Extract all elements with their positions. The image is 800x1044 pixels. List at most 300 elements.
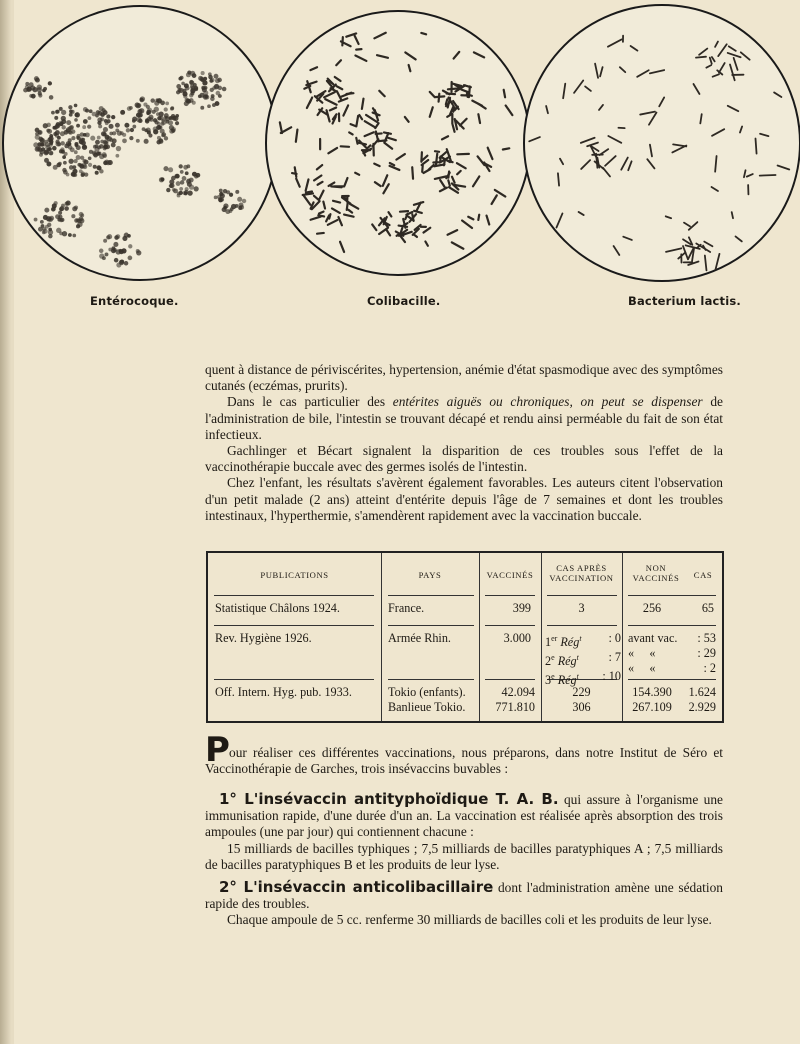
header-pays: PAYS [418,570,442,580]
coccus [132,119,136,123]
bacillus [503,148,509,149]
coccus [43,87,47,91]
non-line-1: avant vac. : 53 [628,631,716,645]
coccus [36,146,41,151]
coccus [216,91,221,96]
item1-text: qui assure à l'organisme une immunisation rapide, d'une durée d'un an. La vaccination est réalisée après absorption des trois ampoules (une par jour) qui contiennent chacune : [205,792,723,840]
coccus [192,73,197,78]
coccus [83,119,88,124]
coccus [142,127,146,131]
coccus [48,230,53,235]
coccus [214,195,218,199]
coccus [176,181,181,186]
bacillus [378,140,386,141]
coccus [61,125,65,129]
coccus [108,160,113,165]
coccus [63,161,67,165]
coccus [168,167,173,172]
coccus [79,169,83,173]
coccus [59,121,64,126]
coccus [57,136,61,140]
coccus [102,152,107,157]
coccus [74,150,78,154]
coccus [55,110,59,114]
coccus [61,110,66,115]
drop-cap: P [205,730,230,770]
coccus [169,179,174,184]
coccus [44,158,49,163]
header-cas-apres: CAS APRÈS VACCINATION [549,563,614,583]
regiment-3: 3e Rég$^t$ : 10 [545,669,621,688]
coccus [194,186,199,191]
coccus [116,146,121,151]
coccus [92,151,97,156]
coccus [149,117,153,121]
coccus [113,242,118,247]
row3-vaccines: 42.094 771.810 [495,685,535,714]
coccus [54,116,58,120]
bacillus [435,96,444,97]
vaccination-table [206,551,724,723]
coccus [187,70,191,74]
coccus [152,110,156,114]
row3-cas: 1.624 2.929 [688,685,716,714]
bacillus [448,180,450,185]
paragraph-4: Chez l'enfant, les résultats s'avèrent également favorables. Les auteurs citent l'observation d'un petit malade (2 ans) atteint d'entérite depuis l'âge de 7 semaines et dont les troubles intestinaux, l'hyperthermie, s'amendèrent rapidement avec la vaccination buccale. [205,475,723,523]
coccus [143,103,147,107]
microscope-figures [0,0,800,290]
coccus [182,176,187,181]
coccus [62,231,67,236]
coccus [223,189,227,193]
coccus [64,152,68,156]
caption-bacterium-lactis: Bacterium lactis. [628,294,741,308]
row1-non-vaccines: 256 [642,601,662,615]
coccus [229,193,233,197]
coccus [200,106,204,110]
coccus [210,88,214,92]
coccus [46,216,51,221]
coccus [150,98,154,102]
coccus [154,120,158,124]
coccus [153,127,158,132]
coccus [183,94,187,98]
coccus [183,165,188,170]
bacillus [448,88,459,89]
bacillus [306,191,312,192]
coccus [79,216,84,221]
bacillus [292,173,297,174]
coccus [83,107,88,112]
coccus [164,107,168,111]
coccus [201,71,205,75]
coccus [181,82,185,86]
bacillus [400,211,408,212]
coccus [219,189,223,193]
coccus [128,244,132,248]
coccus [139,98,143,102]
item1-text2: 15 milliards de bacilles typhiques ; 7,5 milliards de bacilles paratyphiques A ; 7,5 milliards de bacilles paratyphiques B et les produits de leur lyse. [205,840,723,872]
coccus [171,127,176,132]
coccus [44,151,49,156]
bacillus [376,133,382,134]
coccus [79,212,84,217]
coccus [48,81,52,85]
coccus [187,190,192,195]
coccus [139,108,144,113]
coccus [96,165,101,170]
coccus [68,105,72,109]
coccus [175,114,179,118]
caption-colibacille: Colibacille. [367,294,441,308]
row1-cas-apres: 3 [578,601,585,615]
coccus [47,129,52,134]
coccus [95,171,99,175]
section-intro [205,745,723,777]
coccus [180,170,184,174]
non-line-2: « « : 29 [628,646,716,660]
coccus [95,114,99,118]
coccus [47,223,51,227]
coccus [201,78,205,82]
coccus [176,90,180,94]
row2-publication: Rev. Hygiène 1926. [215,631,312,645]
bacillus [341,146,349,147]
coccus [185,171,189,175]
row2-pays: Armée Rhin. [388,631,451,645]
coccus [217,78,222,83]
coccus [90,136,95,141]
coccus [71,214,75,218]
coccus [138,113,142,117]
coccus [68,233,72,237]
coccus [39,153,43,157]
coccus [34,218,38,222]
bacillus [317,233,324,234]
coccus [159,177,164,182]
coccus [235,204,239,208]
row1-pays: France. [388,601,425,615]
header-publications: PUBLICATIONS [260,570,329,580]
coccus [66,129,70,133]
coccus [129,136,133,140]
coccus [74,142,78,146]
regiment-2: 2e Rég$^t$ : 7 [545,650,621,669]
coccus [103,239,107,243]
row3-publication: Off. Intern. Hyg. pub. 1933. [215,685,352,699]
paragraph-3: Gachlinger et Bécart signalent la disparition de ces troubles sous l'effet de la vaccinothérapie buccale avec des germes isolés de l'intestin. [205,443,723,475]
coccus [186,98,191,103]
coccus [126,128,130,132]
coccus [190,88,195,93]
coccus [49,95,54,100]
bacillus [421,33,426,34]
coccus [203,90,208,95]
coccus [44,208,49,213]
coccus [159,126,163,130]
coccus [112,138,117,143]
coccus [146,111,150,115]
coccus [69,165,74,170]
bacillus [755,139,756,154]
coccus [72,173,76,177]
coccus [47,148,51,152]
coccus [201,86,205,90]
coccus [129,106,133,110]
coccus [175,121,179,125]
coccus [29,94,33,98]
paragraph-1: quent à distance de périviscérites, hypertension, anémie d'état spasmodique avec des symptômes cutanés (eczémas, prurits). [205,362,723,394]
coccus [160,129,165,134]
coccus [229,209,233,213]
coccus [189,80,194,85]
bacillus [696,57,706,58]
coccus [52,207,56,211]
coccus [130,128,134,132]
coccus [124,261,129,266]
coccus [102,256,106,260]
coccus [42,142,47,147]
coccus [137,103,142,108]
header-non-vaccines: NON VACCINÉS [632,563,680,583]
coccus [112,131,116,135]
coccus [81,163,86,168]
coccus [147,130,151,134]
coccus [38,130,42,134]
coccus [97,145,101,149]
coccus [183,191,187,195]
coccus [52,146,57,151]
coccus [62,168,66,172]
coccus [57,142,61,146]
coccus [237,197,242,202]
bacillus [422,165,423,172]
coccus [208,72,212,76]
coccus [163,166,168,171]
bacillus [435,151,439,152]
coccus [122,133,126,137]
row3-cas-apres: 229 306 [572,685,591,714]
coccus [215,101,220,106]
coccus [74,159,78,163]
bacillus [331,186,341,187]
row1-cas: 65 [701,601,714,615]
coccus [107,136,112,141]
coccus [120,110,125,115]
coccus [43,123,48,128]
coccus [106,114,110,118]
coccus [53,165,58,170]
item1-heading: 1° L'insévaccin antityphoïdique T. A. B. [219,790,559,808]
coccus [111,248,116,253]
coccus [64,206,69,211]
coccus [38,94,42,98]
coccus [97,117,102,122]
header-vaccines: VACCINÉS [486,570,534,580]
coccus [71,136,75,140]
coccus [168,120,173,125]
coccus [37,142,42,147]
coccus [109,124,114,129]
coccus [192,101,196,105]
coccus [235,190,239,194]
coccus [65,201,69,205]
coccus [124,233,129,238]
row3-pays: Tokio (enfants). Banlieue Tokio. [388,685,466,714]
coccus [194,175,198,179]
coccus [82,159,86,163]
coccus [81,173,85,177]
coccus [120,259,125,264]
coccus [68,142,72,146]
row1-vaccines: 399 [512,601,531,615]
coccus [115,154,119,158]
coccus [115,123,120,128]
coccus [81,138,85,142]
coccus [220,197,224,201]
bacillus [760,175,776,176]
bacillus [447,93,456,94]
body-text [205,362,723,524]
coccus [111,115,115,119]
coccus [55,130,60,135]
coccus [103,110,108,115]
coccus [74,104,78,108]
bacillus [412,167,413,179]
coccus [238,206,242,210]
coccus [124,123,129,128]
coccus [100,140,104,144]
bacillus [303,193,313,195]
coccus [88,163,92,167]
coccus [84,173,88,177]
coccus [49,151,53,155]
coccus [189,93,193,97]
coccus [25,85,29,89]
coccus [61,204,65,208]
coccus [76,124,80,128]
coccus [178,77,182,81]
coccus [207,104,211,108]
coccus [59,149,64,154]
coccus [164,136,168,140]
coccus [177,192,181,196]
coccus [99,249,104,254]
coccus [160,100,165,105]
coccus [59,207,63,211]
coccus [179,187,183,191]
coccus [156,112,160,116]
coccus [77,136,81,140]
bacillus [401,228,402,233]
bacillus [478,215,479,220]
coccus [128,256,133,261]
coccus [58,211,62,215]
coccus [116,234,121,239]
item2-text2: Chaque ampoule de 5 cc. renferme 30 milliards de bacilles coli et les produits de leur lyse. [227,912,712,928]
coccus [111,143,116,148]
coccus [170,107,174,111]
coccus [83,133,87,137]
coccus [74,118,78,122]
caption-enterocoque: Entérocoque. [90,294,179,308]
coccus [87,125,91,129]
coccus [223,206,227,210]
coccus [60,141,64,145]
coccus [75,112,80,117]
coccus [114,258,119,263]
bacillus [356,49,361,50]
coccus [57,218,61,222]
coccus [72,234,76,238]
item2-text: dont l'administration amène une sédation rapide des troubles. [205,880,724,912]
coccus [35,134,40,139]
coccus [32,87,37,92]
item-2 [205,879,723,929]
coccus [40,220,44,224]
coccus [176,84,181,89]
coccus [60,131,65,136]
row2-non-vaccines [628,631,716,676]
bacillus [384,132,391,133]
paragraph-2-start: Dans le cas particulier des [227,394,393,410]
coccus [88,116,92,120]
coccus [29,82,34,87]
row1-publication: Statistique Châlons 1924. [215,601,340,615]
coccus [97,136,101,140]
coccus [51,111,55,115]
coccus [136,249,140,253]
row2-vaccines: 3.000 [503,631,531,645]
bacillus [347,202,348,210]
coccus [214,74,219,79]
item-1 [205,791,723,873]
coccus [89,150,93,154]
coccus [66,173,70,177]
coccus [210,78,215,83]
lactis-circle [524,5,800,281]
coccus [35,78,40,83]
paragraph-2-emphasis: entérites aiguës ou chroniques, on peut se dispenser [392,394,703,410]
coccus [105,252,109,256]
coccus [214,84,219,89]
bacillus [504,90,505,98]
coccus [98,124,102,128]
coccus [222,87,227,92]
coccus [161,133,165,137]
coccus [165,101,169,105]
coccus [56,228,61,233]
coccus [165,116,170,121]
coccus [69,113,73,117]
coccus [93,165,97,169]
bacillus [295,167,297,177]
coccus [115,128,119,132]
coccus [52,126,56,130]
coccus [179,164,183,168]
coccus [107,234,112,239]
item2-heading: 2° L'insévaccin anticolibacillaire [219,878,494,896]
row3-non-vaccines: 154.390 267.109 [632,685,672,714]
coccus [89,109,93,113]
paragraph-2-end: de l'administration de bile, l'intestin se trouvant décapé et rendu ainsi perméable du fait de son état infectieux. [205,394,723,442]
coccus [166,188,170,192]
coccus [70,147,75,152]
coccus [68,159,73,164]
row2-regiments [545,631,621,688]
coccus [103,127,108,132]
coccus [49,139,53,143]
